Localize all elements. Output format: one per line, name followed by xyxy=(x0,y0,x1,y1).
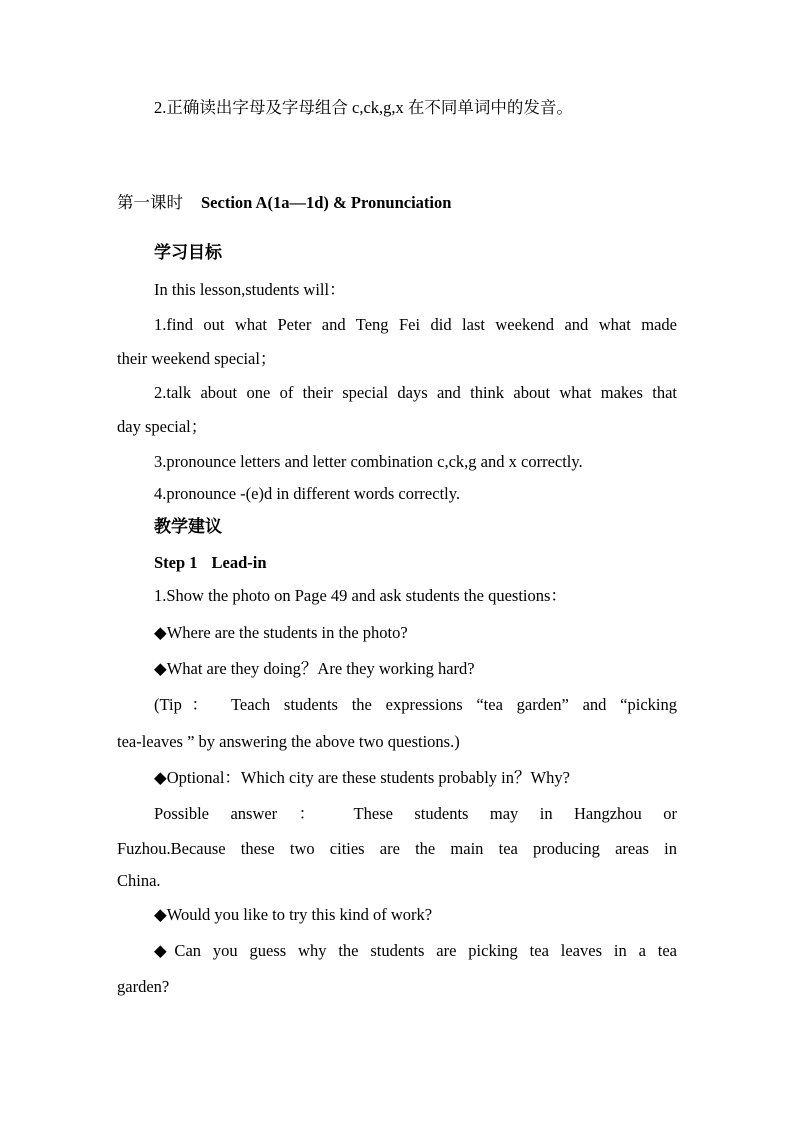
question-2: ◆What are they doing？Are they working hard? xyxy=(154,659,475,678)
goal-item-3: 3.pronounce letters and letter combination c,ck,g and x correctly. xyxy=(154,452,583,471)
possible-answer-line-2: Fuzhou.Because these two cities are the main tea producing areas in xyxy=(117,839,677,858)
lesson-label: 第一课时 xyxy=(117,193,183,212)
objective-2: 2.正确读出字母及字母组合 c,ck,g,x 在不同单词中的发音。 xyxy=(154,98,573,117)
lesson-title: Section A(1a—1d) & Pronunciation xyxy=(201,193,452,212)
step-title: Lead-in xyxy=(211,553,267,572)
tip-line-2: tea-leaves ” by answering the above two questions.) xyxy=(117,732,460,751)
lesson-heading xyxy=(117,193,451,213)
possible-answer-line-3: China. xyxy=(117,871,161,890)
question-4-line-1: ◆Can you guess why the students are picking tea leaves in a tea xyxy=(154,941,677,960)
possible-answer-line-1: Possible answer ： These students may in Hangzhou or xyxy=(154,804,677,823)
optional-question: ◆Optional：Which city are these students probably in？Why? xyxy=(154,768,570,787)
step-label: Step 1 xyxy=(154,553,198,572)
goal-item-2-line-2: day special； xyxy=(117,417,208,436)
goal-item-1-line-2: their weekend special； xyxy=(117,349,277,368)
show-photo-instruction: 1.Show the photo on Page 49 and ask students the questions： xyxy=(154,586,567,605)
question-1: ◆Where are the students in the photo? xyxy=(154,623,408,642)
goal-item-4: 4.pronounce -(e)d in different words correctly. xyxy=(154,484,461,503)
goal-item-2-line-1: 2.talk about one of their special days and think about what makes that xyxy=(154,383,677,402)
question-3: ◆Would you like to try this kind of work? xyxy=(154,905,433,924)
goals-intro: In this lesson,students will： xyxy=(154,280,346,299)
step-heading xyxy=(154,553,267,573)
tip-line-1: (Tip： Teach students the expressions “tea garden” and “picking xyxy=(154,695,677,714)
goal-item-1-line-1: 1.find out what Peter and Teng Fei did last weekend and what made xyxy=(154,315,677,334)
question-4-line-2: garden? xyxy=(117,977,170,996)
goals-heading: 学习目标 xyxy=(154,243,222,262)
suggestions-heading: 教学建议 xyxy=(154,517,222,536)
